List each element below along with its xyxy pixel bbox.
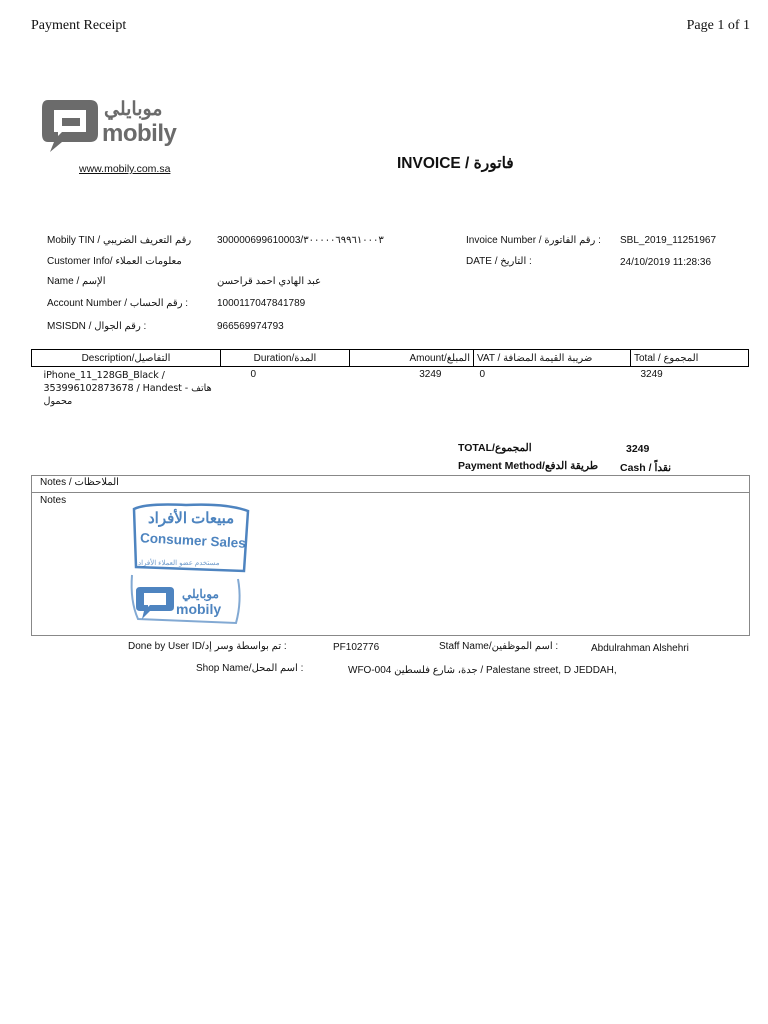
brand-name: mobily (102, 120, 177, 147)
col-vat: VAT / ضريبة القيمة المضافة (474, 350, 631, 367)
stamp-english-title: Consumer Sales (139, 530, 247, 551)
date-value: 24/10/2019 11:28:36 (620, 257, 712, 268)
invoice-number-value: SBL_2019_11251967 (620, 235, 717, 246)
invoice-title: INVOICE / فاتورة (397, 155, 514, 172)
staff-name-value: Abdulrahman Alshehri (591, 643, 689, 654)
stamp-brand-name: mobily (176, 601, 222, 617)
payment-method-label: Payment Method/طريقة الدفع (458, 460, 599, 472)
table-header-row (32, 350, 749, 367)
item-total: 3249 (640, 369, 663, 380)
brand-arabic-name: موبايلي (104, 99, 163, 120)
item-duration: 0 (250, 369, 257, 380)
invoice-items-table (31, 349, 749, 410)
page-indicator: Page 1 of 1 (686, 18, 750, 33)
msisdn-value: 966569974793 (217, 321, 284, 332)
invoice-number-label: Invoice Number / رقم الفاتورة : (466, 235, 601, 246)
notes-header-bar (32, 476, 749, 493)
tin-label: Mobily TIN / رقم التعريف الضريبي (47, 235, 192, 246)
tin-value: 300000699610003/٣٠٠٠٠٠٦٩٩٦١٠٠٠٣ (217, 235, 384, 246)
col-duration: Duration/المدة (221, 350, 350, 367)
date-label: DATE / التاريخ : (466, 256, 532, 267)
stamp-arabic-title: مبيعات الأفراد (148, 510, 235, 527)
consumer-sales-stamp (126, 501, 252, 626)
item-description: iPhone_11_128GB_Black / 353996102873678 / Handest - هاتف محمول (43, 370, 212, 407)
staff-name-label: Staff Name/اسم الموظفين : (439, 641, 559, 652)
receipt-header-title: Payment Receipt (31, 18, 127, 33)
item-amount: 3249 (419, 369, 442, 380)
account-number-label: Account Number / رقم الحساب : (47, 298, 189, 309)
name-label: Name / الإسم (47, 276, 106, 287)
shop-name-value: WFO-004 جدة، شارع فلسطين / Palestane street, D JEDDAH, (348, 665, 617, 676)
col-total: Total / المجموع (631, 350, 749, 367)
table-row (32, 367, 749, 411)
notes-label: Notes (40, 495, 67, 506)
total-value: 3249 (626, 443, 650, 455)
mobily-website-link[interactable]: www.mobily.com.sa (79, 163, 171, 175)
done-by-value: PF102776 (333, 642, 380, 653)
notes-header: Notes / الملاحظات (40, 477, 119, 488)
stamp-arabic-subtitle: مستخدم عضو العملاء الأفراد (138, 560, 220, 567)
shop-name-label: Shop Name/اسم المحل : (196, 663, 304, 674)
total-label: TOTAL/المجموع (458, 442, 532, 454)
name-value: عبد الهادي احمد قراحسن (217, 276, 322, 287)
mobily-logo (40, 96, 190, 158)
account-number-value: 1000117047841789 (217, 298, 306, 309)
col-description: Description/التفاصيل (32, 350, 221, 367)
col-amount: Amount/المبلغ (350, 350, 474, 367)
payment-method-value: Cash / نقداً (620, 462, 672, 474)
done-by-label: Done by User ID/تم بواسطة وسر إد : (128, 641, 287, 652)
stamp-brand-arabic: موبايلي (182, 587, 219, 601)
msisdn-label: MSISDN / رقم الجوال : (47, 321, 147, 332)
customer-info-label: Customer Info/ معلومات العملاء (47, 256, 182, 267)
item-vat: 0 (479, 369, 486, 380)
